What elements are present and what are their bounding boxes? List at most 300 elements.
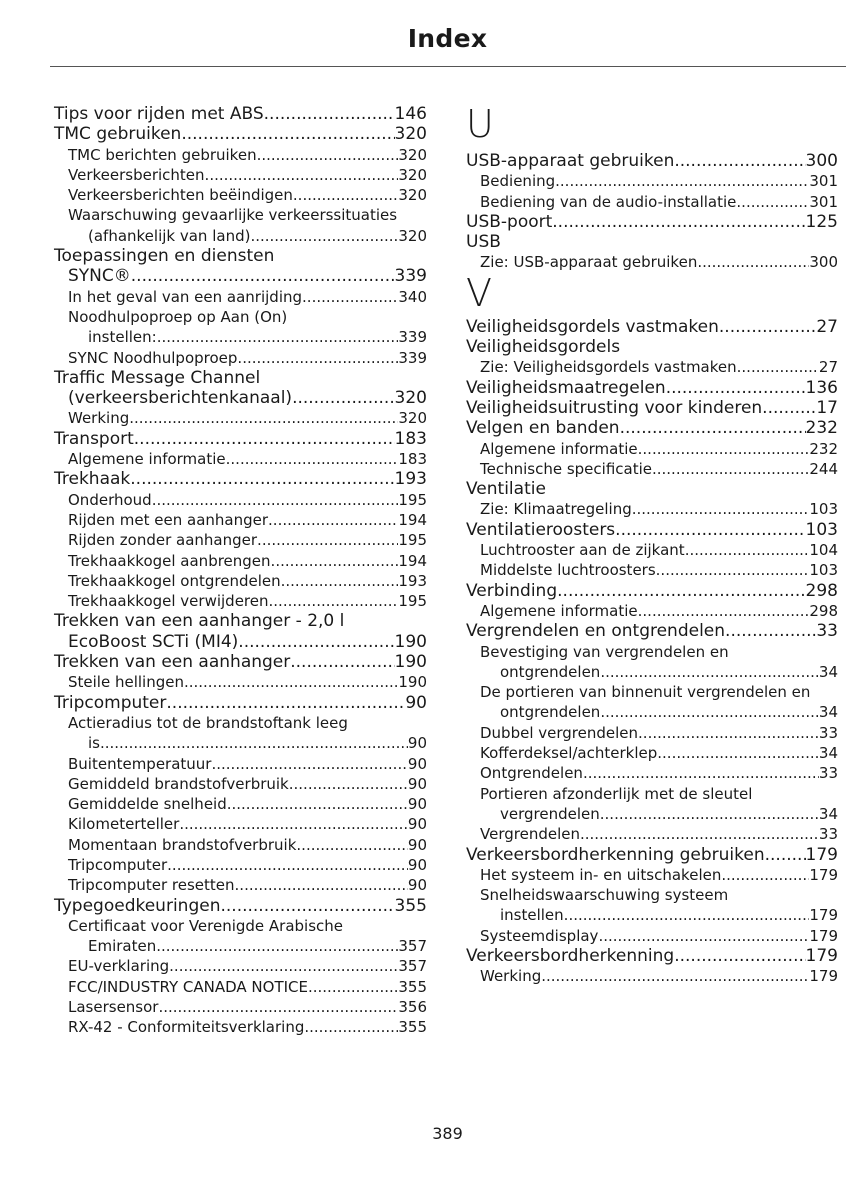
dot-leader	[296, 835, 408, 855]
dot-leader	[289, 774, 408, 794]
index-subentry	[54, 205, 427, 225]
index-subentry	[54, 165, 427, 185]
entry-label: Algemene informatie	[480, 601, 638, 620]
dot-leader	[100, 733, 408, 753]
index-subentry	[466, 804, 838, 824]
entry-label: Trekhaakkogel verwijderen	[68, 592, 269, 611]
dot-leader	[725, 621, 816, 641]
entry-page-number: 339	[398, 348, 427, 367]
entry-label: TMC berichten gebruiken	[68, 145, 257, 164]
entry-label: ontgrendelen	[500, 662, 601, 681]
entry-page-number: 17	[816, 397, 838, 418]
entry-label: Bediening	[480, 172, 556, 191]
entry-page-number: 190	[394, 652, 427, 673]
dot-leader	[268, 510, 398, 530]
entry-label: In het geval van een aanrijding	[68, 287, 303, 306]
entry-page-number: 90	[405, 692, 427, 713]
dot-leader	[564, 905, 810, 925]
index-subentry	[54, 408, 427, 428]
index-subentry	[54, 490, 427, 510]
dot-leader	[598, 926, 809, 946]
entry-page-number: 103	[805, 519, 838, 540]
entry-label: Vergrendelen en ontgrendelen	[466, 621, 726, 642]
index-subentry	[466, 702, 838, 722]
dot-leader	[250, 226, 398, 246]
dot-leader	[304, 1017, 398, 1037]
entry-label: Veiligheidsgordels vastmaken	[466, 316, 719, 337]
entry-page-number: 300	[809, 253, 838, 272]
index-subentry	[54, 510, 427, 530]
entry-page-number: 339	[398, 328, 427, 347]
dot-leader	[615, 520, 805, 540]
entry-label: Tips voor rijden met ABS	[54, 104, 264, 124]
dot-leader	[600, 702, 819, 722]
index-entry	[466, 581, 838, 601]
dot-leader	[652, 459, 809, 479]
entry-label: Het systeem in- en uitschakelen	[480, 865, 722, 884]
entry-label: Bediening van de audio-installatie	[480, 192, 737, 211]
entry-label: RX-42 - Conformiteitsverklaring	[68, 1018, 305, 1037]
entry-label: vergrendelen	[500, 804, 600, 823]
entry-page-number: 33	[816, 621, 838, 642]
dot-leader	[169, 956, 398, 976]
dot-leader	[269, 591, 399, 611]
index-entry	[54, 266, 427, 286]
index-entry	[54, 652, 427, 672]
entry-page-number: 34	[818, 744, 838, 763]
index-subentry	[54, 936, 427, 956]
entry-page-number: 27	[818, 358, 838, 377]
index-subentry	[54, 530, 427, 550]
index-subentry	[54, 551, 427, 571]
entry-page-number: 340	[398, 287, 427, 306]
section-letter: V	[466, 270, 492, 315]
entry-page-number: 320	[398, 226, 427, 245]
index-subentry	[54, 672, 427, 692]
header-divider	[50, 66, 846, 67]
dot-leader	[281, 571, 399, 591]
entry-page-number: 33	[818, 825, 838, 844]
dot-leader	[557, 581, 805, 601]
entry-label: Werking	[68, 409, 130, 428]
dot-leader	[638, 723, 819, 743]
index-entry	[466, 845, 838, 865]
index-subentry	[466, 763, 838, 783]
dot-leader	[264, 104, 395, 124]
index-subentry	[54, 1017, 427, 1037]
index-subentry	[466, 252, 838, 272]
entry-label: De portieren van binnenuit vergrendelen en	[480, 683, 811, 702]
entry-page-number: 300	[805, 151, 838, 171]
entry-label: Steile hellingen	[68, 673, 184, 692]
dot-leader	[674, 946, 805, 966]
dot-leader	[129, 408, 398, 428]
dot-leader	[657, 743, 819, 763]
entry-page-number: 301	[809, 192, 838, 211]
index-subentry	[54, 327, 427, 347]
index-subentry	[54, 185, 427, 205]
entry-label: SYNC Noodhulpoproep	[68, 348, 238, 367]
entry-label: Trekken van een aanhanger	[54, 652, 291, 673]
entry-page-number: 27	[816, 316, 838, 337]
index-subentry	[54, 307, 427, 327]
entry-label: Waarschuwing gevaarlijke verkeerssituaties	[68, 206, 398, 225]
index-subentry	[466, 499, 838, 519]
entry-page-number: 90	[407, 835, 427, 854]
index-subentry	[54, 449, 427, 469]
index-subentry	[466, 784, 838, 804]
index-entry	[466, 151, 838, 171]
dot-leader	[719, 317, 816, 337]
dot-leader	[167, 855, 408, 875]
entry-label: Verkeersberichten	[68, 165, 205, 184]
dot-leader	[765, 845, 806, 865]
entry-label: Kofferdeksel/achterklep	[480, 744, 658, 763]
entry-label: Zie: Klimaatregeling	[480, 500, 632, 519]
index-entry	[54, 469, 427, 489]
entry-page-number: 179	[809, 865, 838, 884]
entry-label: (verkeersberichtenkanaal)	[68, 388, 293, 409]
entry-label: Rijden zonder aanhanger	[68, 531, 258, 550]
index-subentry	[466, 459, 838, 479]
entry-page-number: 320	[394, 388, 427, 409]
entry-page-number: 146	[394, 104, 427, 124]
entry-label: Zie: USB-apparaat gebruiken	[480, 253, 698, 272]
entry-page-number: 190	[398, 673, 427, 692]
entry-label: SYNC®	[68, 266, 131, 287]
entry-page-number: 183	[394, 428, 427, 449]
index-subentry	[466, 824, 838, 844]
index-subentry	[54, 956, 427, 976]
entry-page-number: 298	[805, 580, 838, 601]
entry-label: Verkeersberichten beëindigen	[68, 186, 293, 205]
entry-page-number: 179	[809, 967, 838, 986]
entry-page-number: 104	[809, 541, 838, 560]
dot-leader	[308, 977, 398, 997]
dot-leader	[555, 171, 809, 191]
entry-label: USB-apparaat gebruiken	[466, 151, 675, 171]
entry-page-number: 339	[394, 266, 427, 287]
index-entry	[466, 479, 838, 499]
index-subentry	[466, 723, 838, 743]
entry-label: Momentaan brandstofverbruik	[68, 835, 297, 854]
entry-label: Gemiddeld brandstofverbruik	[68, 774, 289, 793]
entry-page-number: 244	[809, 459, 838, 478]
index-subentry	[466, 905, 838, 925]
entry-label: Luchtrooster aan de zijkant	[480, 541, 685, 560]
dot-leader	[697, 252, 809, 272]
entry-label: Portieren afzonderlijk met de sleutel	[480, 784, 753, 803]
entry-label: Verkeersbordherkenning gebruiken	[466, 844, 765, 865]
entry-page-number: 103	[809, 500, 838, 519]
entry-label: Velgen en banden	[466, 418, 620, 439]
dot-leader	[674, 151, 805, 171]
dot-leader	[152, 490, 399, 510]
entry-page-number: 90	[407, 815, 427, 834]
entry-page-number: 298	[809, 601, 838, 620]
entry-label: Ventilatie	[466, 479, 546, 500]
entry-page-number: 136	[805, 377, 838, 398]
dot-leader	[685, 540, 810, 560]
entry-page-number: 33	[818, 723, 838, 742]
entry-label: USB	[466, 232, 501, 253]
dot-leader	[157, 327, 399, 347]
entry-label: Vergrendelen	[480, 825, 580, 844]
index-entry	[466, 337, 838, 357]
entry-page-number: 232	[809, 439, 838, 458]
entry-label: Tripcomputer	[68, 855, 168, 874]
index-subentry	[54, 875, 427, 895]
index-subentry	[54, 591, 427, 611]
index-entry	[54, 632, 427, 652]
entry-page-number: 90	[407, 876, 427, 895]
entry-label: Emiraten	[88, 937, 157, 956]
entry-label: (afhankelijk van land)	[88, 226, 251, 245]
entry-label: EcoBoost SCTi (MI4)	[68, 631, 239, 652]
index-column-left	[54, 104, 427, 1038]
entry-label: Algemene informatie	[480, 439, 638, 458]
dot-leader	[179, 814, 408, 834]
index-subentry	[466, 357, 838, 377]
index-entry	[54, 429, 427, 449]
entry-label: Veiligheidsgordels	[466, 337, 621, 358]
entry-label: instellen	[500, 906, 564, 925]
dot-leader	[205, 165, 399, 185]
entry-page-number: 194	[398, 551, 427, 570]
entry-label: FCC/INDUSTRY CANADA NOTICE	[68, 977, 308, 996]
entry-label: Ventilatieroosters	[466, 519, 616, 540]
dot-leader	[130, 469, 394, 489]
entry-page-number: 195	[398, 592, 427, 611]
entry-page-number: 179	[805, 844, 838, 865]
entry-page-number: 301	[809, 172, 838, 191]
entry-label: Lasersensor	[68, 998, 159, 1017]
index-subentry	[54, 794, 427, 814]
entry-page-number: 179	[809, 906, 838, 925]
dot-leader	[226, 449, 399, 469]
entry-label: Trekken van een aanhanger - 2,0 l	[54, 611, 345, 632]
entry-label: is	[88, 734, 100, 753]
dot-leader	[220, 896, 394, 916]
dot-leader	[257, 145, 399, 165]
entry-page-number: 190	[394, 631, 427, 652]
entry-label: Certificaat voor Verenigde Arabische	[68, 916, 344, 935]
entry-label: Tripcomputer resetten	[68, 876, 235, 895]
index-subentry	[54, 348, 427, 368]
dot-leader	[257, 530, 398, 550]
index-subentry	[466, 885, 838, 905]
index-subentry	[54, 145, 427, 165]
entry-label: Veiligheidsmaatregelen	[466, 377, 666, 398]
dot-leader	[166, 693, 405, 713]
dot-leader	[552, 212, 805, 232]
entry-label: Gemiddelde snelheid	[68, 795, 227, 814]
entry-page-number: 90	[407, 774, 427, 793]
entry-page-number: 183	[398, 450, 427, 469]
index-entry	[466, 418, 838, 438]
dot-leader	[293, 185, 398, 205]
index-entry	[466, 946, 838, 966]
entry-page-number: 195	[398, 531, 427, 550]
dot-leader	[580, 824, 819, 844]
entry-label: EU-verklaring	[68, 957, 170, 976]
index-entry	[54, 388, 427, 408]
entry-label: Tripcomputer	[54, 692, 167, 713]
entry-page-number: 179	[809, 926, 838, 945]
index-entry	[54, 896, 427, 916]
dot-leader	[632, 499, 810, 519]
entry-label: Snelheidswaarschuwing systeem	[480, 886, 729, 905]
entry-page-number: 179	[805, 945, 838, 966]
index-subentry	[54, 835, 427, 855]
entry-label: Middelste luchtroosters	[480, 561, 656, 580]
index-subentry	[466, 682, 838, 702]
dot-leader	[158, 997, 398, 1017]
entry-page-number: 355	[398, 1018, 427, 1037]
entry-page-number: 34	[818, 662, 838, 681]
dot-leader	[184, 672, 398, 692]
dot-leader	[227, 794, 408, 814]
dot-leader	[181, 124, 394, 144]
dot-leader	[290, 652, 394, 672]
index-subentry	[466, 601, 838, 621]
entry-label: Technische specificatie	[480, 459, 652, 478]
entry-label: Verkeersbordherkenning	[466, 945, 675, 966]
entry-page-number: 193	[398, 571, 427, 590]
index-subentry	[466, 865, 838, 885]
entry-page-number: 356	[398, 998, 427, 1017]
index-entry	[54, 611, 427, 631]
index-subentry	[54, 713, 427, 733]
entry-label: Buitentemperatuur	[68, 754, 212, 773]
entry-page-number: 103	[809, 561, 838, 580]
entry-label: Traffic Message Channel	[54, 367, 261, 388]
entry-label: TMC gebruiken	[54, 124, 182, 145]
index-column-right	[466, 104, 838, 987]
dot-leader	[762, 398, 816, 418]
index-subentry	[54, 997, 427, 1017]
dot-leader	[238, 632, 394, 652]
index-subentry	[466, 192, 838, 212]
index-subentry	[466, 171, 838, 191]
entry-label: Algemene informatie	[68, 450, 226, 469]
dot-leader	[271, 551, 399, 571]
index-subentry	[54, 774, 427, 794]
dot-leader	[638, 439, 810, 459]
entry-page-number: 357	[398, 957, 427, 976]
entry-label: Zie: Veiligheidsgordels vastmaken	[480, 358, 737, 377]
dot-leader	[131, 266, 395, 286]
entry-page-number: 355	[398, 977, 427, 996]
index-subentry	[54, 916, 427, 936]
entry-label: Trekhaakkogel ontgrendelen	[68, 571, 281, 590]
index-entry	[54, 124, 427, 144]
entry-label: Rijden met een aanhanger	[68, 510, 269, 529]
index-subentry	[54, 733, 427, 753]
index-entry	[54, 693, 427, 713]
entry-page-number: 90	[407, 795, 427, 814]
dot-leader	[134, 429, 395, 449]
entry-label: Werking	[480, 967, 542, 986]
entry-page-number: 355	[394, 895, 427, 916]
index-subentry	[466, 439, 838, 459]
entry-label: Dubbel vergrendelen	[480, 723, 639, 742]
index-subentry	[466, 540, 838, 560]
dot-leader	[638, 601, 810, 621]
index-subentry	[54, 226, 427, 246]
entry-page-number: 320	[398, 409, 427, 428]
dot-leader	[292, 388, 394, 408]
dot-leader	[156, 936, 398, 956]
entry-page-number: 34	[818, 804, 838, 823]
index-subentry	[54, 571, 427, 591]
index-subentry	[466, 966, 838, 986]
dot-leader	[620, 418, 806, 438]
entry-page-number: 34	[818, 703, 838, 722]
entry-label: Typegoedkeuringen	[54, 895, 221, 916]
entry-page-number: 90	[407, 754, 427, 773]
entry-label: Bevestiging van vergrendelen en	[480, 642, 729, 661]
entry-label: Onderhoud	[68, 490, 152, 509]
entry-page-number: 125	[805, 211, 838, 232]
index-subentry	[466, 743, 838, 763]
dot-leader	[656, 560, 810, 580]
index-entry	[54, 104, 427, 124]
dot-leader	[736, 192, 809, 212]
index-subentry	[54, 977, 427, 997]
dot-leader	[583, 763, 819, 783]
entry-label: Trekhaak	[54, 469, 131, 490]
dot-leader	[721, 865, 809, 885]
index-entry	[466, 520, 838, 540]
index-entry	[54, 368, 427, 388]
index-entry	[466, 317, 838, 337]
dot-leader	[541, 966, 809, 986]
index-entry	[466, 378, 838, 398]
index-entry	[466, 232, 838, 252]
entry-page-number: 320	[394, 124, 427, 145]
dot-leader	[302, 287, 398, 307]
index-subentry	[54, 814, 427, 834]
entry-label: Actieradius tot de brandstoftank leeg	[68, 713, 348, 732]
dot-leader	[237, 348, 398, 368]
entry-page-number: 232	[805, 418, 838, 439]
entry-page-number: 320	[398, 145, 427, 164]
dot-leader	[235, 875, 408, 895]
entry-label: Trekhaakkogel aanbrengen	[68, 551, 271, 570]
entry-page-number: 194	[398, 510, 427, 529]
index-subentry	[54, 754, 427, 774]
index-subentry	[466, 926, 838, 946]
entry-label: ontgrendelen	[500, 703, 601, 722]
entry-label: Verbinding	[466, 580, 558, 601]
index-subentry	[54, 855, 427, 875]
dot-leader	[600, 804, 819, 824]
entry-label: Kilometerteller	[68, 815, 180, 834]
entry-page-number: 193	[394, 469, 427, 490]
index-entry	[466, 398, 838, 418]
dot-leader	[666, 378, 806, 398]
entry-label: Ontgrendelen	[480, 764, 583, 783]
dot-leader	[211, 754, 407, 774]
entry-page-number: 33	[818, 764, 838, 783]
dot-leader	[737, 357, 819, 377]
entry-label: Noodhulpoproep op Aan (On)	[68, 307, 288, 326]
dot-leader	[600, 662, 819, 682]
index-entry	[466, 212, 838, 232]
entry-page-number: 320	[398, 186, 427, 205]
entry-page-number: 195	[398, 490, 427, 509]
